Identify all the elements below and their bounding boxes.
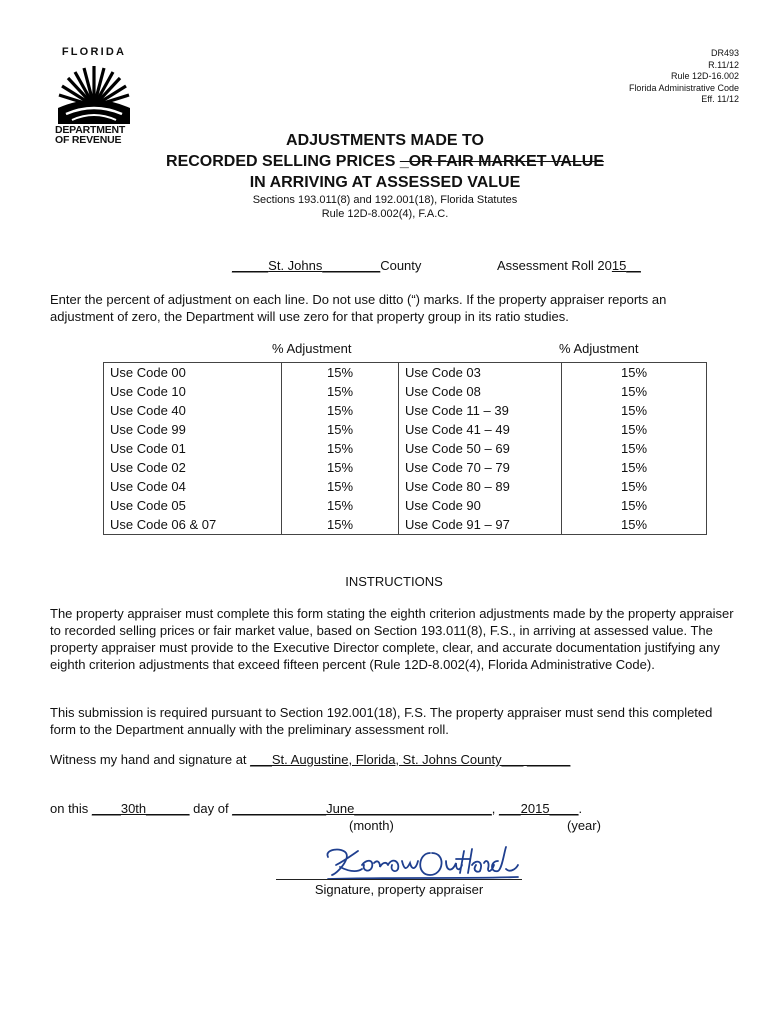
table-row [104,439,707,458]
table-row [104,382,707,401]
table-row [104,496,707,515]
struck-text: _OR FAIR MARKET VALUE [399,153,604,170]
use-code-right: Use Code 50 – 69 [399,439,562,458]
adjustment-right-field[interactable]: 15% [562,515,707,535]
form-number: DR493 [710,48,739,58]
form-effective: Eff. 11/12 [701,94,739,104]
sunburst-icon [56,62,132,124]
table-row [104,515,707,535]
adjustment-right-field[interactable]: 15% [562,382,707,401]
statutes: Sections 193.011(8) and 192.001(18), Florida Statutes Rule 12D-8.002(4), F.A.C. [252,194,518,220]
adjustment-right-field[interactable]: 15% [562,439,707,458]
table-row [104,420,707,439]
table-row [104,363,707,383]
form-code: Florida Administrative Code [628,82,739,93]
month-field[interactable]: _____________June___________________ [232,801,492,816]
use-code-left: Use Code 00 [104,363,282,383]
use-code-right: Use Code 80 – 89 [399,477,562,496]
year-caption: (year) [567,818,601,833]
witness-line: Witness my hand and signature at ___St. Augustine, Florida, St. Johns County___ ______ [50,752,571,767]
witness-location-field[interactable]: ___St. Augustine, Florida, St. Johns County___ ______ [250,752,571,767]
adjustment-table [103,362,707,535]
use-code-left: Use Code 05 [104,496,282,515]
adjustment-right-field[interactable]: 15% [562,420,707,439]
column-header-right: % Adjustment [559,341,639,356]
form-title: ADJUSTMENTS MADE TO RECORDED SELLING PRICES _OR FAIR MARKET VALUE IN ARRIVING AT ASSESSED VALUE [166,132,604,191]
use-code-right: Use Code 91 – 97 [399,515,562,535]
table-row [104,477,707,496]
adjustment-right-field[interactable]: 15% [562,363,707,383]
column-header-left: % Adjustment [272,341,352,356]
adjustment-left-field[interactable]: 15% [282,496,399,515]
use-code-right: Use Code 11 – 39 [399,401,562,420]
adjustment-right-field[interactable]: 15% [562,401,707,420]
use-code-right: Use Code 03 [399,363,562,383]
form-info [629,48,739,106]
adjustment-right-field[interactable]: 15% [562,477,707,496]
logo-florida-text: FLORIDA [61,46,127,58]
adjustment-left-field[interactable]: 15% [282,515,399,535]
day-field[interactable]: ____30th______ [91,801,190,816]
county-label: County [380,258,422,273]
use-code-right: Use Code 70 – 79 [399,458,562,477]
adjustment-left-field[interactable]: 15% [282,477,399,496]
adjustment-left-field[interactable]: 15% [282,439,399,458]
adjustment-right-field[interactable]: 15% [562,496,707,515]
adjustment-left-field[interactable]: 15% [282,363,399,383]
use-code-left: Use Code 04 [104,477,282,496]
assessment-roll-year: 15 [611,258,627,273]
adjustment-left-field[interactable]: 15% [282,382,399,401]
intro-text: Enter the percent of adjustment on each line. Do not use ditto (“) marks. If the property appraiser reports an adjustment of zero, the Department will use zero for that property group in its ratio studies. [50,292,667,324]
instructions-paragraph-1: The property appraiser must complete this form stating the eighth criterion adjustments made by the property appraiser to recorded selling prices or fair market value, based on Section 193.011(8), F.S., in arriving at assessed value. The property appraiser must provide to the Executive Director complete, clear, and accurate documentation justifying any eighth criterion adjustments that exceed fifteen percent (Rule 12D-8.002(4), Florida Administrative Code). [50,606,734,672]
instructions-heading: INSTRUCTIONS [345,574,443,589]
table-row [104,401,707,420]
county-field[interactable]: _____St. Johns________County [232,258,422,273]
use-code-left: Use Code 02 [104,458,282,477]
month-caption: (month) [349,818,394,833]
use-code-right: Use Code 41 – 49 [399,420,562,439]
logo-department-text: DEPARTMENT OF REVENUE [55,124,126,146]
use-code-left: Use Code 40 [104,401,282,420]
adjustment-left-field[interactable]: 15% [282,458,399,477]
adjustment-left-field[interactable]: 15% [282,401,399,420]
assessment-roll-field[interactable]: Assessment Roll 2015__ [497,258,641,273]
signature-image [322,843,522,883]
year-field[interactable]: ___2015____ [498,801,579,816]
table-row [104,458,707,477]
date-line: on this ____30th______ day of _____________June___________________, ___2015____. [50,801,583,816]
instructions-paragraph-2: This submission is required pursuant to Section 192.001(18), F.S. The property appraiser must send this completed form to the Department annually with the preliminary assessment roll. [50,705,713,737]
use-code-right: Use Code 08 [399,382,562,401]
county-name: St. Johns [268,258,323,273]
adjustment-left-field[interactable]: 15% [282,420,399,439]
use-code-left: Use Code 99 [104,420,282,439]
form-rule: Rule 12D-16.002 [670,71,739,81]
signature-line[interactable] [276,879,522,880]
signature-caption: Signature, property appraiser [314,882,484,897]
adjustment-right-field[interactable]: 15% [562,458,707,477]
use-code-left: Use Code 10 [104,382,282,401]
use-code-right: Use Code 90 [399,496,562,515]
form-revision: R.11/12 [708,59,739,70]
use-code-left: Use Code 06 & 07 [104,515,282,535]
use-code-left: Use Code 01 [104,439,282,458]
